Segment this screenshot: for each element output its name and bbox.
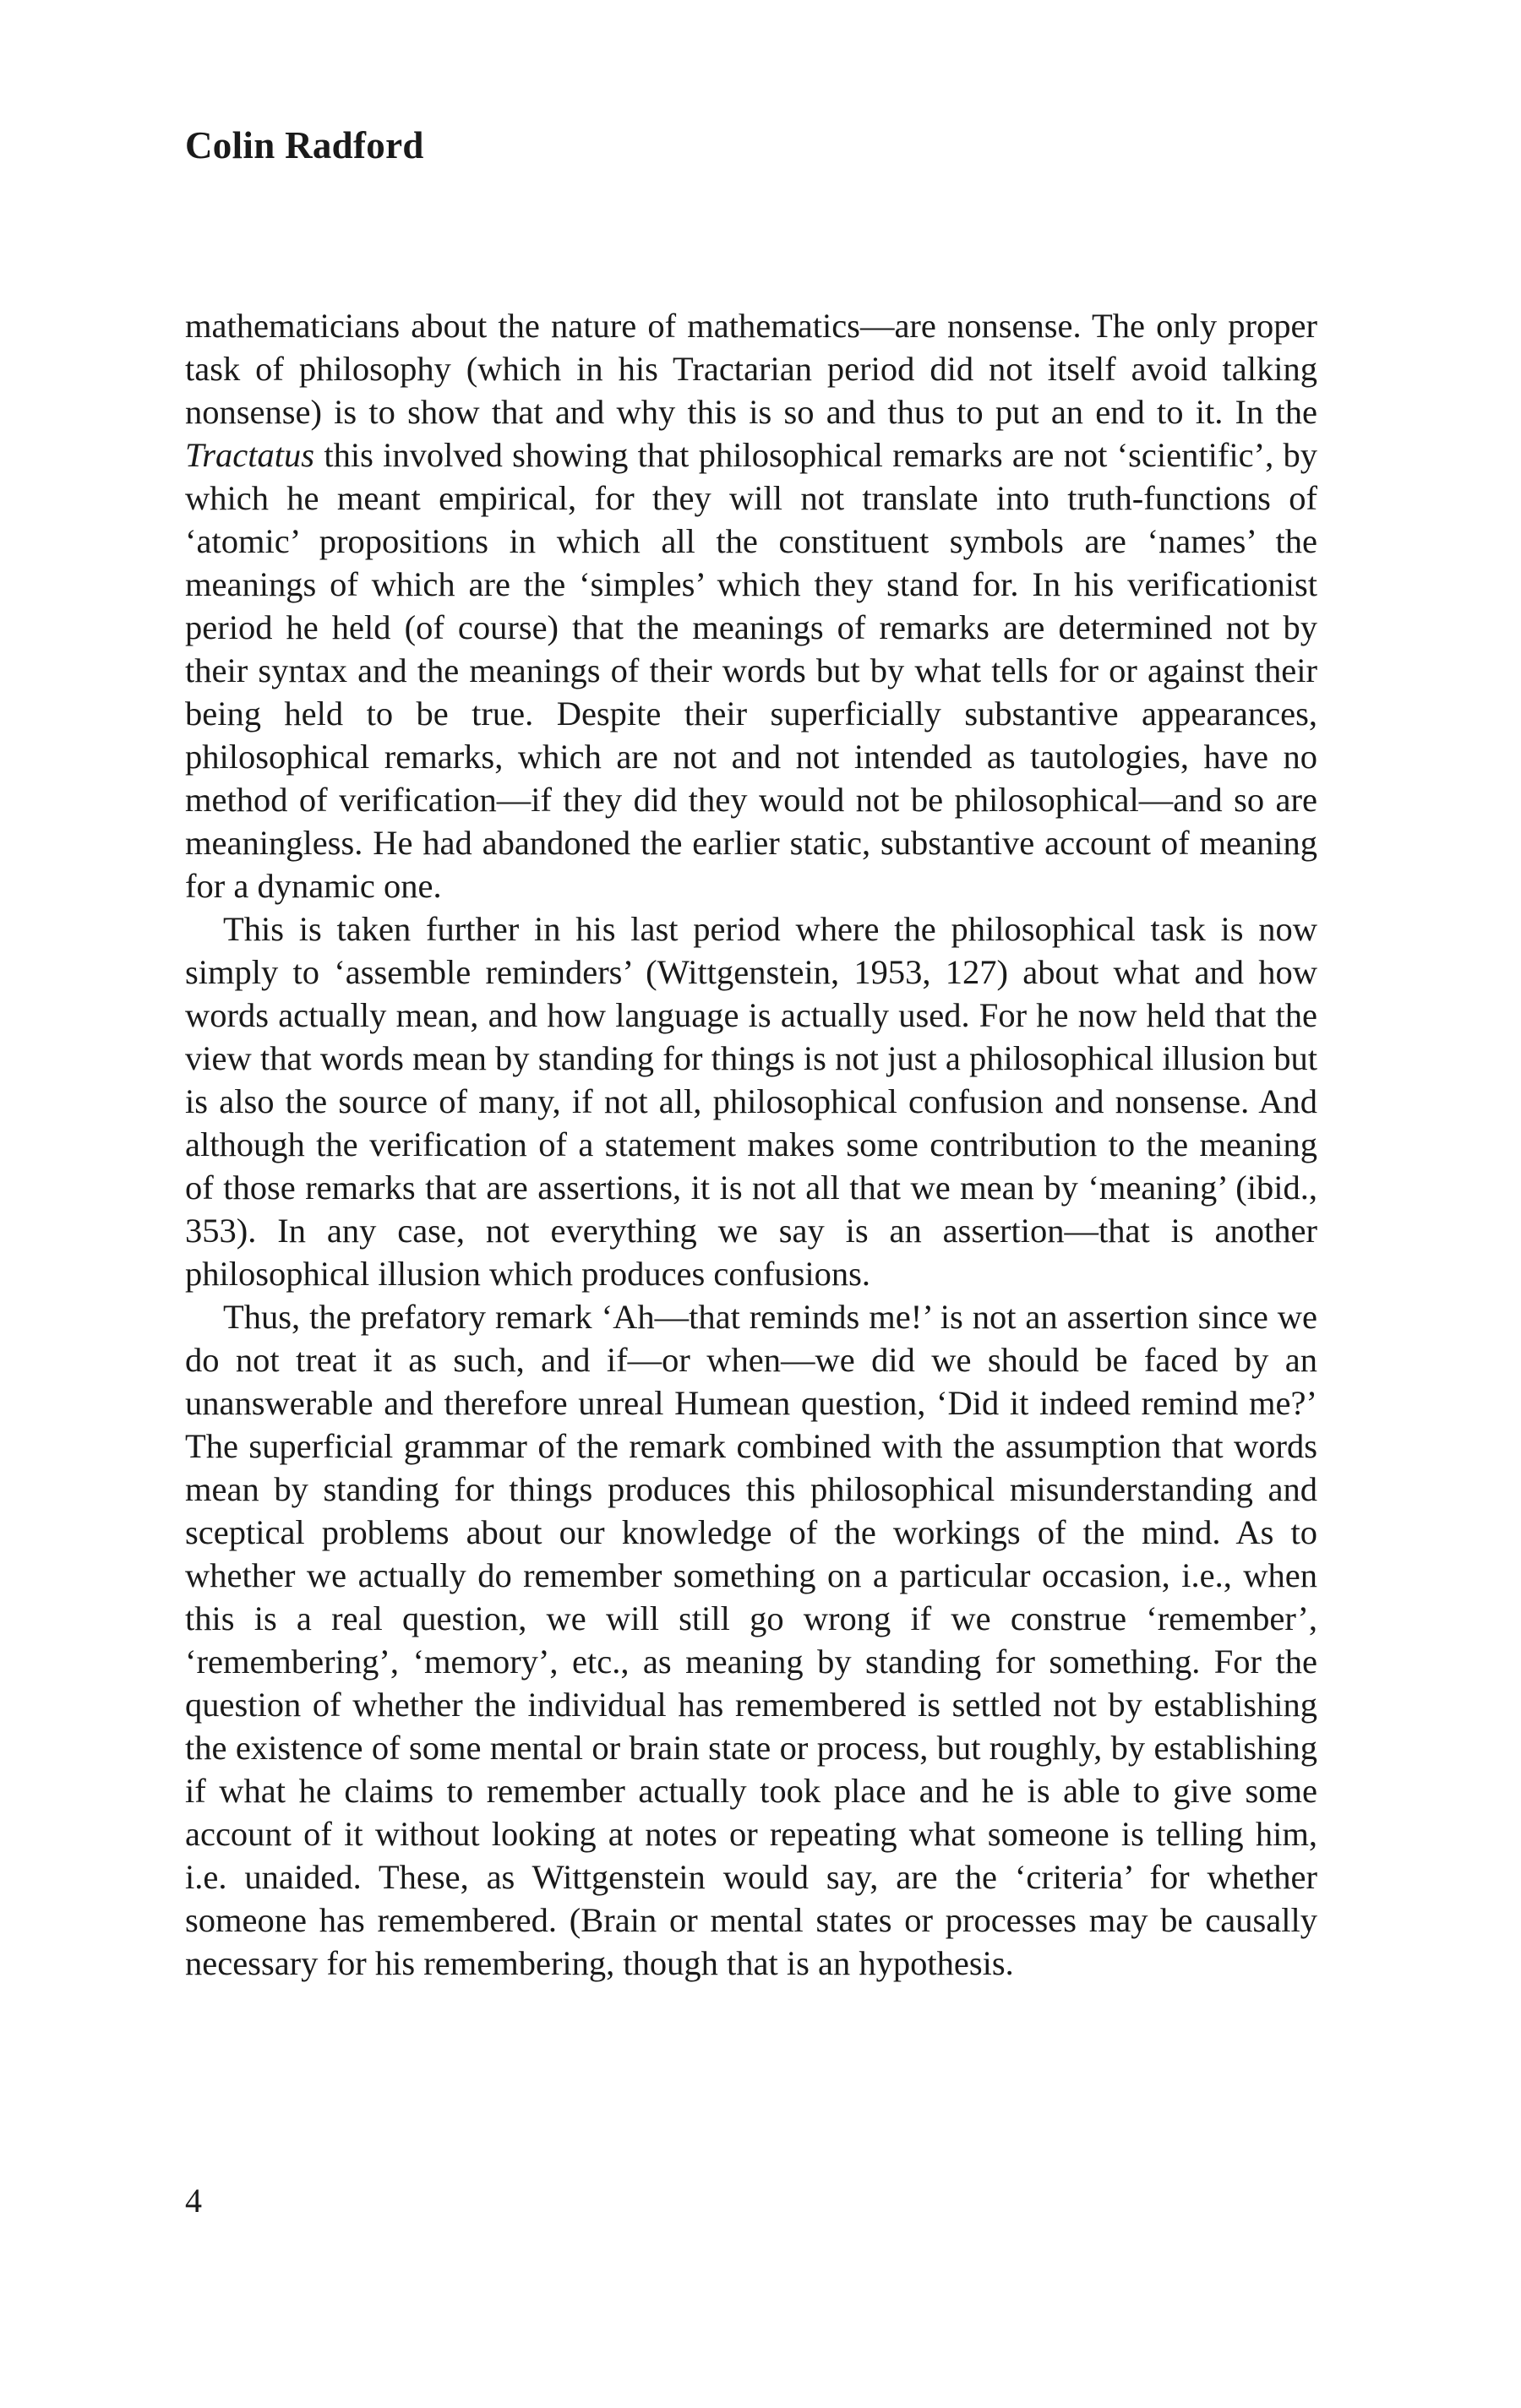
running-head-author: Colin Radford xyxy=(185,124,424,166)
paragraph-1-text-b: this involved showing that philosophical remarks are not ‘scientific’, by which he meant empirical, for they will not translate into truth-functions of ‘atomic’ propositions in which all the constituent symbols are ‘names’ the meanings of which are the ‘simples’ which they stand for. In his verificationist period he held (of course) that the meanings of remarks are determined not by their syntax and the meanings of their words but by what tells for or against their being held to be true. Despite their superficially substantive appearances, philosophical remarks, which are not and not intended as tautologies, have no method of verification—if they did they would not be philosophical—and so are meaningless. He had abandoned the earlier static, substantive account of meaning for a dynamic one. xyxy=(185,436,1317,905)
paragraph-1-title-tractatus: Tractatus xyxy=(185,436,315,474)
paragraph-1-text-a: mathematicians about the nature of mathematics—are nonsense. The only proper task of philosophy (which in his Tractarian period did not itself avoid talking nonsense) is to show that and why this is so and thus to put an end to it. In the xyxy=(185,307,1317,431)
paragraph-3-text: Thus, the prefatory remark ‘Ah—that reminds me!’ is not an assertion since we do not treat it as such, and if—or when—we did we should be faced by an unanswerable and therefore unreal Humean question, ‘Did it indeed remind me?’ The superficial grammar of the remark combined with the assumption that words mean by standing for things produces this philosophical misunderstanding and sceptical problems about our knowledge of the workings of the mind. As to whether we actually do remember something on a particular occasion, i.e., when this is a real question, we will still go wrong if we construe ‘remember’, ‘remembering’, ‘memory’, etc., as meaning by standing for something. For the question of whether the individual has remembered is settled not by establishing the existence of some mental or brain state or process, but roughly, by establishing if what he claims to remember actually took place and he is able to give some account of it without looking at notes or repeating what someone is telling him, i.e. unaided. These, as Wittgenstein would say, are the ‘criteria’ for whether someone has remembered. (Brain or mental states or processes may be causally necessary for his remembering, though that is an hypothesis. xyxy=(185,1298,1317,1982)
paragraph-1 xyxy=(185,304,1317,907)
body-text xyxy=(185,304,1317,1985)
page-number: 4 xyxy=(185,2182,202,2220)
paragraph-3 xyxy=(185,1295,1317,1985)
paragraph-2-text: This is taken further in his last period where the philosophical task is now simply to ‘assemble reminders’ (Wittgenstein, 1953, 127) about what and how words actually mean, and how language is actually used. For he now held that the view that words mean by standing for things is not just a philosophical illusion but is also the source of many, if not all, philosophical confusion and nonsense. And although the verification of a statement makes some contribution to the meaning of those remarks that are assertions, it is not all that we mean by ‘meaning’ (ibid., 353). In any case, not everything we say is an assertion—that is another philosophical illusion which produces confusions. xyxy=(185,910,1317,1293)
paragraph-2 xyxy=(185,907,1317,1295)
